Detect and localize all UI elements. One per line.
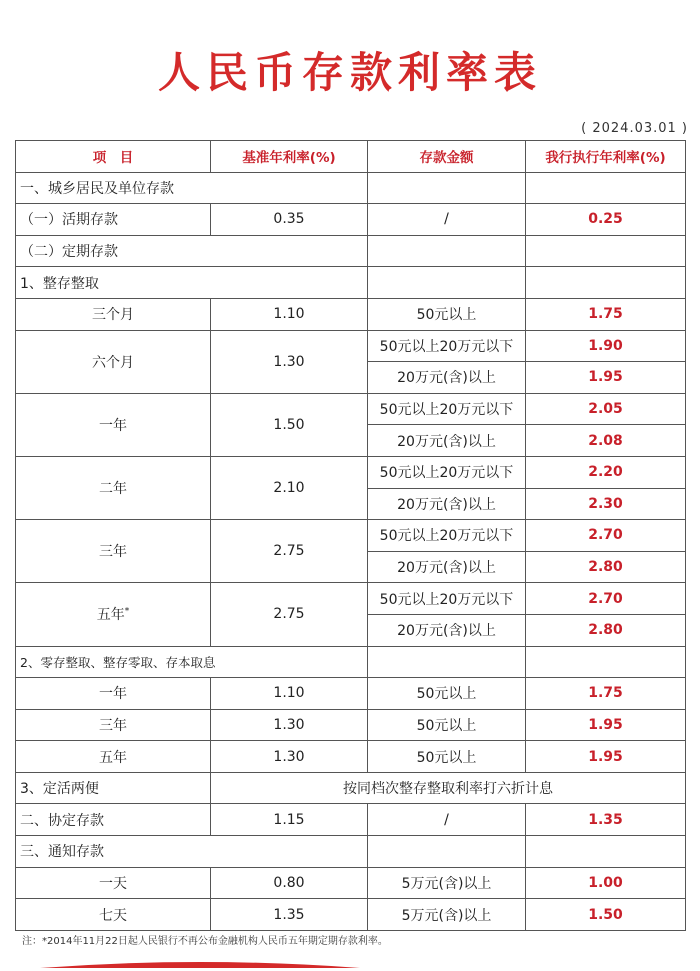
base-rate: 1.10 (211, 298, 368, 330)
table-row (16, 267, 686, 299)
bank-rate: 1.95 (526, 362, 686, 394)
base-rate: 1.15 (211, 804, 368, 836)
table-row (16, 298, 686, 330)
row-label-text: 五年 (96, 607, 125, 624)
decorative-swoosh (40, 960, 360, 968)
deposit-amount: / (368, 804, 526, 836)
table-row (16, 456, 686, 488)
deposit-amount: 5万元(含)以上 (368, 899, 526, 931)
merged-note-cell: 按同档次整存整取利率打六折计息 (211, 772, 686, 804)
table-row (16, 172, 686, 204)
header-amount: 存款金额 (368, 141, 526, 173)
table-row (16, 235, 686, 267)
row-label: （二）定期存款 (16, 235, 368, 267)
row-label: 三年 (16, 520, 211, 583)
table-row (16, 899, 686, 931)
base-rate: 1.50 (211, 393, 368, 456)
base-rate: 1.10 (211, 678, 368, 710)
bank-rate: 1.95 (526, 741, 686, 773)
base-rate: 2.75 (211, 583, 368, 646)
deposit-amount: 20万元(含)以上 (368, 362, 526, 394)
bank-rate: 1.90 (526, 330, 686, 362)
table-row (16, 204, 686, 236)
row-label: 一年 (16, 678, 211, 710)
bank-rate: 2.20 (526, 456, 686, 488)
row-label: 五年 (16, 741, 211, 773)
table-row (16, 330, 686, 362)
deposit-amount: 20万元(含)以上 (368, 614, 526, 646)
bank-rate: 2.80 (526, 614, 686, 646)
deposit-amount: 50元以上 (368, 709, 526, 741)
page-title: 人民币存款利率表 (157, 48, 542, 97)
effective-date: ( 2024.03.01 ) (581, 121, 688, 136)
table-row (16, 520, 686, 552)
row-label: 三年 (16, 709, 211, 741)
deposit-amount: 5万元(含)以上 (368, 867, 526, 899)
footnote: 注：*2014年11月22日起人民银行不再公布金融机构人民币五年期定期存款利率。 (22, 936, 388, 947)
row-label (16, 583, 211, 646)
base-rate: 0.35 (211, 204, 368, 236)
bank-rate: 2.30 (526, 488, 686, 520)
base-rate: 1.30 (211, 741, 368, 773)
row-label: 三个月 (16, 298, 211, 330)
deposit-amount: 50元以上20万元以下 (368, 583, 526, 615)
bank-rate: 2.70 (526, 520, 686, 552)
row-label: 一、城乡居民及单位存款 (16, 172, 368, 204)
deposit-amount: 50元以上20万元以下 (368, 456, 526, 488)
table-row (16, 393, 686, 425)
table-row (16, 583, 686, 615)
row-label: 七天 (16, 899, 211, 931)
deposit-amount: 20万元(含)以上 (368, 551, 526, 583)
table-row (16, 741, 686, 773)
row-label: 三、通知存款 (16, 836, 368, 868)
bank-rate: 1.35 (526, 804, 686, 836)
deposit-amount: 50元以上20万元以下 (368, 520, 526, 552)
interest-rate-table (15, 140, 686, 931)
footnote-mark: * (124, 606, 130, 617)
row-label: 一年 (16, 393, 211, 456)
base-rate: 2.10 (211, 456, 368, 519)
deposit-amount: 50元以上20万元以下 (368, 330, 526, 362)
table-row (16, 772, 686, 804)
table-row (16, 804, 686, 836)
bank-rate: 1.75 (526, 678, 686, 710)
bank-rate: 2.80 (526, 551, 686, 583)
base-rate: 1.35 (211, 899, 368, 931)
row-label: 二、协定存款 (16, 804, 211, 836)
deposit-amount: 20万元(含)以上 (368, 425, 526, 457)
deposit-amount: 50元以上20万元以下 (368, 393, 526, 425)
row-label: （一）活期存款 (16, 204, 211, 236)
deposit-amount: 50元以上 (368, 741, 526, 773)
bank-rate: 1.75 (526, 298, 686, 330)
table-row (16, 867, 686, 899)
base-rate: 1.30 (211, 330, 368, 393)
row-label: 2、零存整取、整存零取、存本取息 (16, 646, 368, 678)
deposit-amount: 50元以上 (368, 298, 526, 330)
header-item: 项 目 (16, 141, 211, 173)
bank-rate: 2.05 (526, 393, 686, 425)
base-rate: 2.75 (211, 520, 368, 583)
row-label: 二年 (16, 456, 211, 519)
bank-rate: 0.25 (526, 204, 686, 236)
row-label: 3、定活两便 (16, 772, 211, 804)
deposit-amount: / (368, 204, 526, 236)
deposit-amount: 50元以上 (368, 678, 526, 710)
bank-rate: 2.08 (526, 425, 686, 457)
header-bank-rate: 我行执行年利率(%) (526, 141, 686, 173)
table-row (16, 836, 686, 868)
row-label: 1、整存整取 (16, 267, 368, 299)
bank-rate: 1.50 (526, 899, 686, 931)
bank-rate: 1.95 (526, 709, 686, 741)
table-row (16, 709, 686, 741)
table-row (16, 646, 686, 678)
base-rate: 0.80 (211, 867, 368, 899)
table-row (16, 678, 686, 710)
header-base-rate: 基准年利率(%) (211, 141, 368, 173)
deposit-amount: 20万元(含)以上 (368, 488, 526, 520)
bank-rate: 1.00 (526, 867, 686, 899)
table-header-row (16, 141, 686, 173)
row-label: 六个月 (16, 330, 211, 393)
base-rate: 1.30 (211, 709, 368, 741)
row-label: 一天 (16, 867, 211, 899)
bank-rate: 2.70 (526, 583, 686, 615)
